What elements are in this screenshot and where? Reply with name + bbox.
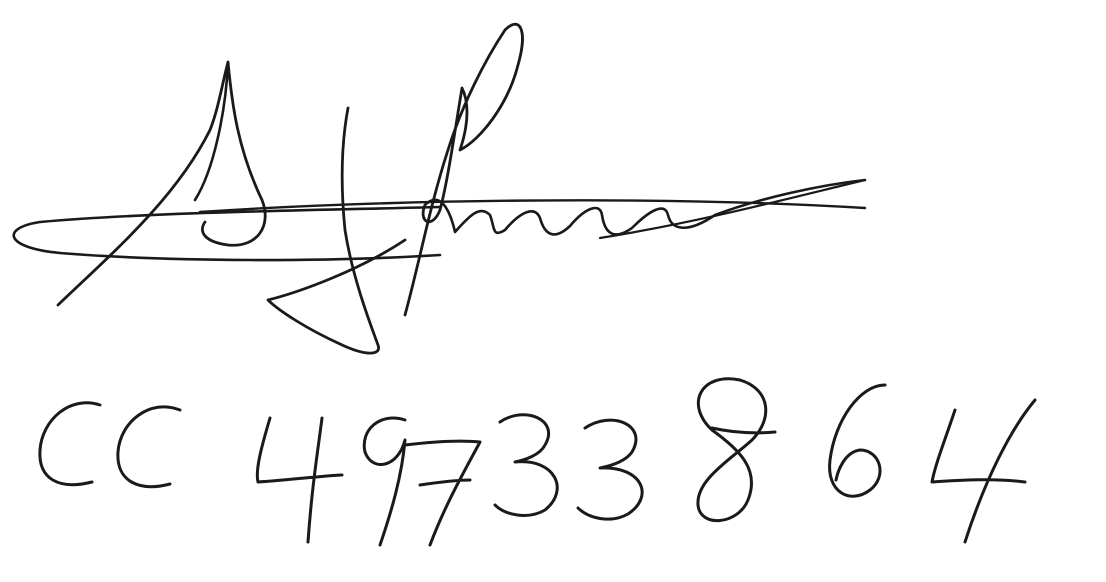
- char-8: [698, 379, 775, 521]
- char-3-1: [495, 415, 557, 516]
- char-4-2: [932, 400, 1035, 542]
- char-c-2: [118, 407, 180, 487]
- char-4-1: [257, 418, 342, 542]
- char-3-2: [578, 420, 642, 519]
- signature-graphic: [14, 24, 865, 353]
- signature-first-letter: [58, 62, 265, 305]
- char-9: [364, 418, 405, 545]
- signature-second-letter: [268, 108, 405, 353]
- char-6: [830, 385, 885, 496]
- signature-third-letter: [405, 24, 522, 315]
- char-c-1: [40, 403, 100, 485]
- handwritten-number: [40, 379, 1035, 545]
- char-7: [405, 441, 480, 545]
- signature-loops: [425, 180, 865, 234]
- signature-swoosh-left: [14, 207, 440, 260]
